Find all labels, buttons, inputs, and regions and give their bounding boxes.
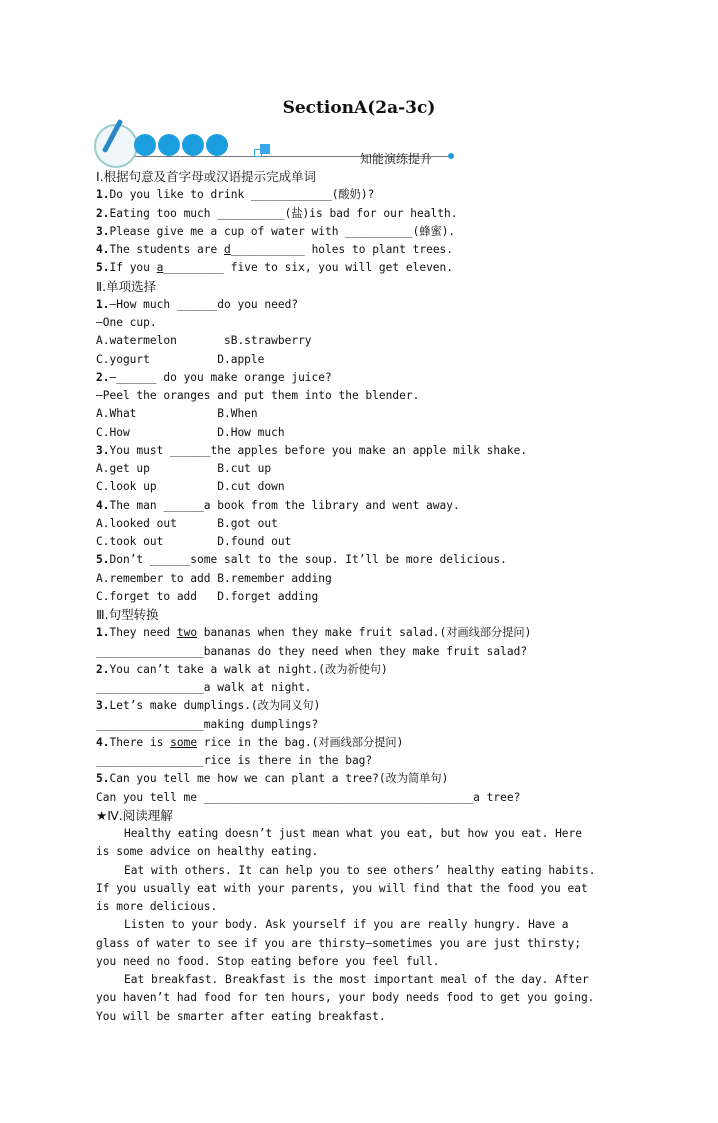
text-line xyxy=(96,223,636,241)
line-text: Listen to your body. Ask yourself if you are really hungry. Have a xyxy=(124,918,569,932)
section-heading xyxy=(96,168,636,186)
line-text: A.remember to add B.remember adding xyxy=(96,571,332,585)
section-heading xyxy=(96,606,636,624)
text-line xyxy=(96,880,636,898)
line-text: Healthy eating doesn’t just mean what you eat, but how you eat. Here xyxy=(124,827,583,840)
line-text: ________________making dumplings? xyxy=(96,717,319,731)
line-text: They need xyxy=(109,626,177,640)
line-text: Let’s make dumplings.(改为同义句) xyxy=(109,699,321,713)
question-number: 2. xyxy=(96,662,110,676)
line-text: C.took out D.found out xyxy=(96,535,292,548)
line-text: Ⅱ.单项选择 xyxy=(96,278,157,294)
page-title: SectionA(2a-3c) xyxy=(282,98,436,118)
text-line xyxy=(96,460,636,478)
question-number: 5. xyxy=(96,261,110,275)
line-text: There is xyxy=(109,735,171,749)
text-line xyxy=(96,351,636,369)
square-outline-icon xyxy=(254,149,262,157)
underlined-word: d xyxy=(224,243,231,256)
line-text: —Peel the oranges and put them into the blender. xyxy=(96,389,420,402)
line-text: rice in the bag.(对画线部分提问) xyxy=(197,735,404,749)
text-line xyxy=(96,971,636,989)
line-text: You can’t take a walk at night.(改为祈使句) xyxy=(109,662,388,676)
question-number: 3. xyxy=(96,443,110,457)
question-number: 4. xyxy=(96,735,110,749)
text-line xyxy=(96,989,636,1007)
worksheet-body xyxy=(96,168,636,1026)
line-text: ___________ holes to plant trees. xyxy=(230,243,454,256)
underlined-word: some xyxy=(170,735,198,749)
line-text: The man ______a book from the library and went away. xyxy=(109,498,460,512)
text-line xyxy=(96,843,636,861)
text-line xyxy=(96,551,636,569)
line-text: Please give me a cup of water with __________(蜂蜜). xyxy=(109,224,456,238)
text-line xyxy=(96,953,636,971)
line-text: ________________rice is there in the bag? xyxy=(96,754,373,767)
text-line xyxy=(96,661,636,679)
text-line xyxy=(96,752,636,770)
text-line xyxy=(96,497,636,515)
text-line xyxy=(96,241,636,259)
text-line xyxy=(96,478,636,496)
line-text: —How much ______do you need? xyxy=(109,297,299,311)
line-text: You must ______the apples before you make an apple milk shake. xyxy=(109,443,528,457)
question-number: 1. xyxy=(96,297,110,311)
text-line xyxy=(96,643,636,661)
text-line xyxy=(96,624,636,642)
text-line xyxy=(96,697,636,715)
text-line xyxy=(96,442,636,460)
line-text: Don’t ______some salt to the soup. It’ll be more delicious. xyxy=(109,553,507,567)
line-text: glass of water to see if you are thirsty—sometimes you are just thirsty; xyxy=(96,936,581,950)
text-line xyxy=(96,387,636,405)
text-line xyxy=(96,716,636,734)
line-text: C.look up D.cut down xyxy=(96,480,285,494)
line-text: ________________bananas do they need when they make fruit salad? xyxy=(96,644,528,658)
text-line xyxy=(96,369,636,387)
text-line xyxy=(96,1008,636,1026)
banner-dot-icon xyxy=(158,134,180,156)
text-line xyxy=(96,186,636,204)
line-text: you need no food. Stop eating before you feel full. xyxy=(96,954,440,968)
line-text: If you usually eat with your parents, you will find that the food you eat xyxy=(96,881,588,895)
line-text: C.How D.How much xyxy=(96,425,285,439)
text-line xyxy=(96,259,636,277)
text-line xyxy=(96,935,636,953)
question-number: 3. xyxy=(96,224,110,238)
text-line xyxy=(96,789,636,807)
text-line xyxy=(96,405,636,423)
line-text: If you xyxy=(109,261,157,275)
line-text: ________________a walk at night. xyxy=(96,681,312,694)
line-text: A.watermelon sB.strawberry xyxy=(96,334,312,348)
text-line xyxy=(96,770,636,788)
text-line xyxy=(96,825,636,843)
line-text: The students are xyxy=(109,243,224,256)
text-line xyxy=(96,734,636,752)
text-line xyxy=(96,898,636,916)
question-number: 2. xyxy=(96,370,110,384)
text-line xyxy=(96,916,636,934)
question-number: 3. xyxy=(96,699,110,713)
underlined-word: a xyxy=(156,261,164,275)
text-line xyxy=(96,205,636,223)
text-line xyxy=(96,533,636,551)
text-line xyxy=(96,588,636,606)
line-text: —______ do you make orange juice? xyxy=(109,370,332,384)
line-text: is some advice on healthy eating. xyxy=(96,845,319,859)
banner-label: 知能演练提升 xyxy=(360,152,433,166)
line-text: C.forget to add D.forget adding xyxy=(96,589,319,603)
text-line xyxy=(96,314,636,332)
line-text: Can you tell me ________________________________________a tree? xyxy=(96,790,521,804)
line-text: Do you like to drink ____________(酸奶)? xyxy=(109,188,375,202)
line-text: C.yogurt D.apple xyxy=(96,352,265,366)
question-number: 4. xyxy=(96,243,110,256)
text-line xyxy=(96,296,636,314)
line-text: A.looked out B.got out xyxy=(96,516,278,530)
question-number: 5. xyxy=(96,553,110,567)
text-line xyxy=(96,424,636,442)
line-text: A.What B.When xyxy=(96,407,258,421)
line-text: is more delicious. xyxy=(96,900,218,913)
line-text: A.get up B.cut up xyxy=(96,462,272,475)
question-number: 1. xyxy=(96,626,110,640)
section-heading xyxy=(96,278,636,296)
text-line xyxy=(96,515,636,533)
line-text: Can you tell me how we can plant a tree?(改为简单句) xyxy=(109,772,449,786)
section-heading xyxy=(96,807,636,825)
underlined-word: two xyxy=(176,626,198,640)
line-text: Eating too much __________(盐)is bad for our health. xyxy=(109,206,458,220)
line-text: Ⅰ.根据句意及首字母或汉语提示完成单词 xyxy=(96,169,317,184)
question-number: 1. xyxy=(96,188,110,202)
text-line xyxy=(96,679,636,697)
question-number: 2. xyxy=(96,206,110,220)
line-text: ★Ⅳ.阅读理解 xyxy=(96,807,173,823)
line-text: —One cup. xyxy=(96,316,157,329)
line-text: Ⅲ.句型转换 xyxy=(96,607,159,622)
line-text: You will be smarter after eating breakfast. xyxy=(96,1009,386,1023)
question-number: 4. xyxy=(96,498,110,512)
line-text: _________ five to six, you will get eleven. xyxy=(163,261,454,275)
line-text: bananas when they make fruit salad.(对画线部分提问) xyxy=(197,626,532,640)
text-line xyxy=(96,570,636,588)
text-line xyxy=(96,332,636,350)
banner-dot-icon xyxy=(134,134,156,156)
line-text: Eat with others. It can help you to see others’ healthy eating habits. xyxy=(124,863,596,877)
line-text: Eat breakfast. Breakfast is the most important meal of the day. After xyxy=(124,973,589,986)
question-number: 5. xyxy=(96,772,110,786)
text-line xyxy=(96,862,636,880)
banner-end-dot-icon xyxy=(448,153,454,159)
banner-dot-icon xyxy=(182,134,204,156)
line-text: you haven’t had food for ten hours, your body needs food to get you going. xyxy=(96,991,595,1005)
banner-dot-icon xyxy=(206,134,228,156)
